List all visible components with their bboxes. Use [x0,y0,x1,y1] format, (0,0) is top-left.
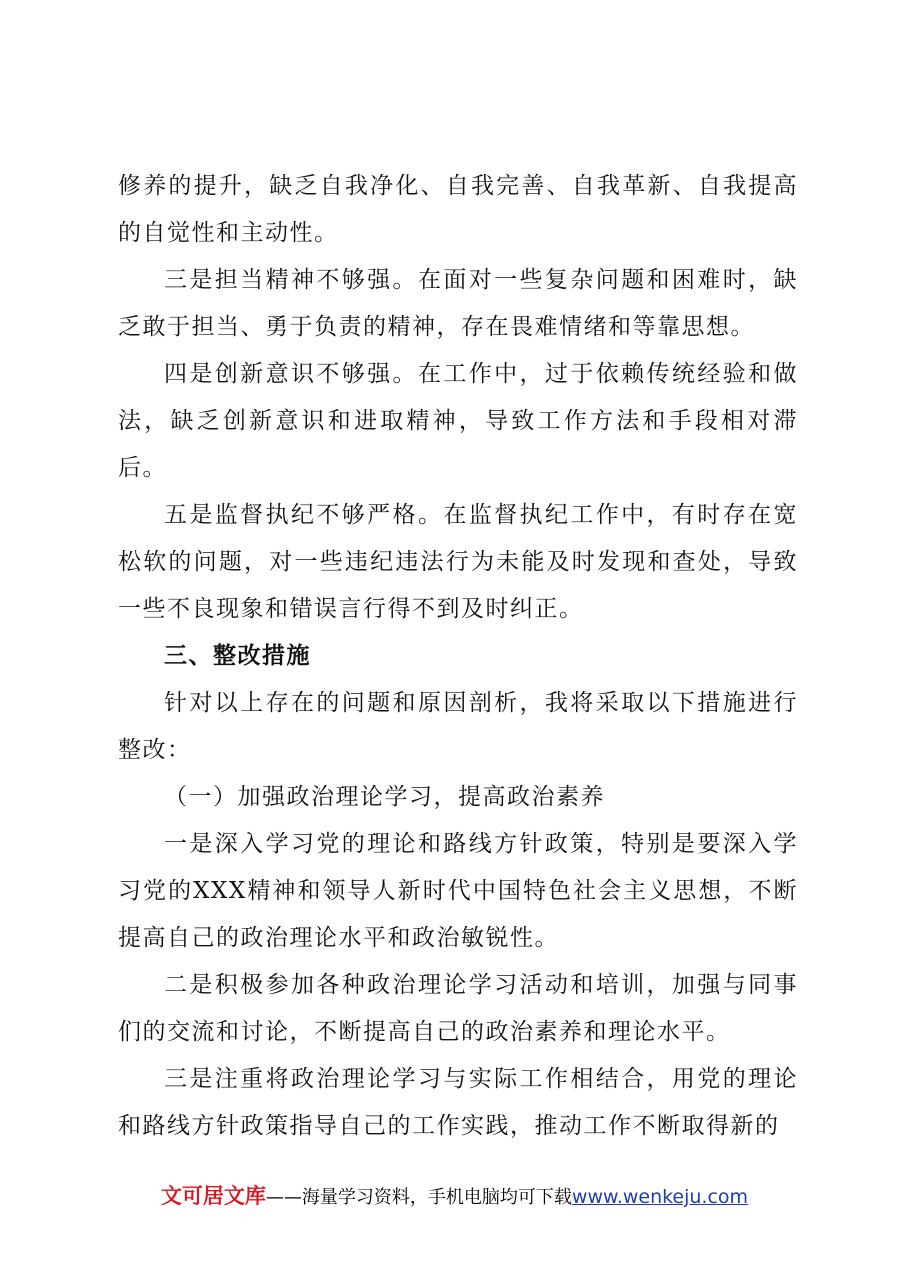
paragraph [118,492,798,633]
text-line: 一些不良现象和错误言行得不到及时纠正。 [118,596,584,622]
paragraph [118,821,798,962]
text-line: 三是注重将政治理论学习与实际工作相结合，用党的理论 [164,1066,798,1092]
text-line: 整改： [118,737,192,763]
text-line: 修养的提升，缺乏自我净化、自我完善、自我革新、自我提高 [118,173,798,199]
text-line: 法，缺乏创新意识和进取精神，导致工作方法和手段相对滞后。 [118,408,798,481]
text-line: 三、整改措施 [164,643,311,669]
paragraph [118,257,798,351]
paragraph [118,680,798,774]
footer-link[interactable]: www.wenkeju.com [571,1186,749,1208]
section-heading [118,633,798,680]
paragraph [118,351,798,492]
text-line: 一是深入学习党的理论和路线方针政策，特别是要深入学 [164,831,798,857]
text-line: （一）加强政治理论学习，提高政治素养 [164,784,605,810]
text-line: 习党的XXX精神和领导人新时代中国特色社会主义思想，不断 [118,878,798,904]
document-body [118,163,798,1150]
text-line: 乏敢于担当、勇于负责的精神，存在畏难情绪和等靠思想。 [118,314,755,340]
footer [0,1180,909,1210]
text-line: 和路线方针政策指导自己的工作实践，推动工作不断取得新的 [118,1113,780,1139]
text-line: 的自觉性和主动性。 [118,220,339,246]
footer-tagline: ——海量学习资料，手机电脑均可下载 [265,1187,572,1208]
footer-brand: 文可居文库 [160,1184,266,1208]
text-line: 四是创新意识不够强。在工作中，过于依赖传统经验和做 [164,361,798,387]
paragraph [118,163,798,257]
text-line: 针对以上存在的问题和原因剖析，我将采取以下措施进行 [164,690,798,716]
paragraph [118,962,798,1056]
text-line: 们的交流和讨论，不断提高自己的政治素养和理论水平。 [118,1019,731,1045]
text-line: 松软的问题，对一些违纪违法行为未能及时发现和查处，导致 [118,549,798,575]
paragraph [118,774,798,821]
text-line: 二是积极参加各种政治理论学习活动和培训，加强与同事 [164,972,798,998]
text-line: 提高自己的政治理论水平和政治敏锐性。 [118,925,559,951]
text-line: 三是担当精神不够强。在面对一些复杂问题和困难时，缺 [164,267,798,293]
paragraph [118,1056,798,1150]
text-line: 五是监督执纪不够严格。在监督执纪工作中，有时存在宽 [164,502,798,528]
